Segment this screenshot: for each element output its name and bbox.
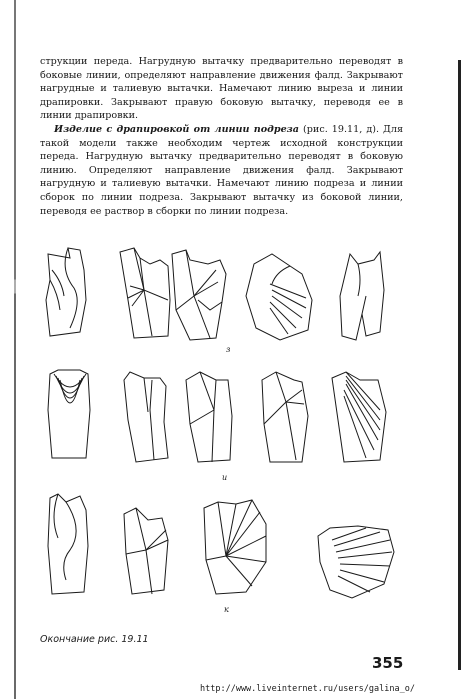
pattern-figure — [40, 240, 405, 635]
paragraph-2 — [40, 123, 403, 218]
pattern-3d — [246, 254, 312, 340]
binding-edge — [14, 0, 16, 699]
pattern-4c — [186, 372, 232, 462]
pattern-4b — [124, 372, 168, 462]
pattern-3a — [46, 248, 86, 336]
paragraph-1: струкции переда. Нагрудную вытачку предварительно переводят в боковые линии, определяют направление движения фалд. Закрывают нагрудные и талиевую вытачки. Намечают линию выреза и линии драпировки. Закрывают правую боковую вытачку, переводя ее в линии драпировки. — [40, 56, 403, 122]
panel-label-z: з — [226, 345, 231, 354]
pattern-3c — [172, 250, 226, 340]
pattern-3b — [120, 248, 170, 338]
pattern-5c — [204, 500, 266, 594]
pattern-5b — [124, 508, 168, 594]
pattern-4d — [262, 372, 308, 462]
source-url: http://www.liveinternet.ru/users/galina_o/ — [200, 684, 415, 694]
paragraph-2-heading: Изделие с драпировкой от линии подреза — [54, 123, 300, 135]
page-number: 355 — [372, 654, 404, 672]
pattern-3e — [340, 252, 384, 340]
figure-caption: Окончание рис. 19.11 — [40, 634, 149, 645]
page-edge-shadow — [458, 60, 461, 670]
paragraph-2-body: (рис. 19.11, д). Для такой модели также необходим чертеж исходной конструкции переда. Нагрудную вытачку предварительно переводят в боковую линию. Определяют направление движения фалд. Закрывают нагрудную и талиевую вытачки. Намечают линию подреза и линии сборок по линии подреза. Закрывают вытачку из боковой линии, переводя ее раствор в сборки по линии подреза. — [40, 123, 403, 217]
pattern-5d — [318, 526, 394, 598]
panel-label-k: к — [224, 605, 229, 614]
body-text — [40, 55, 403, 218]
pattern-drawings — [40, 240, 405, 635]
panel-label-i: и — [222, 473, 228, 482]
pattern-4a — [48, 370, 90, 458]
pattern-5a — [48, 494, 88, 594]
pattern-4e — [332, 372, 386, 462]
